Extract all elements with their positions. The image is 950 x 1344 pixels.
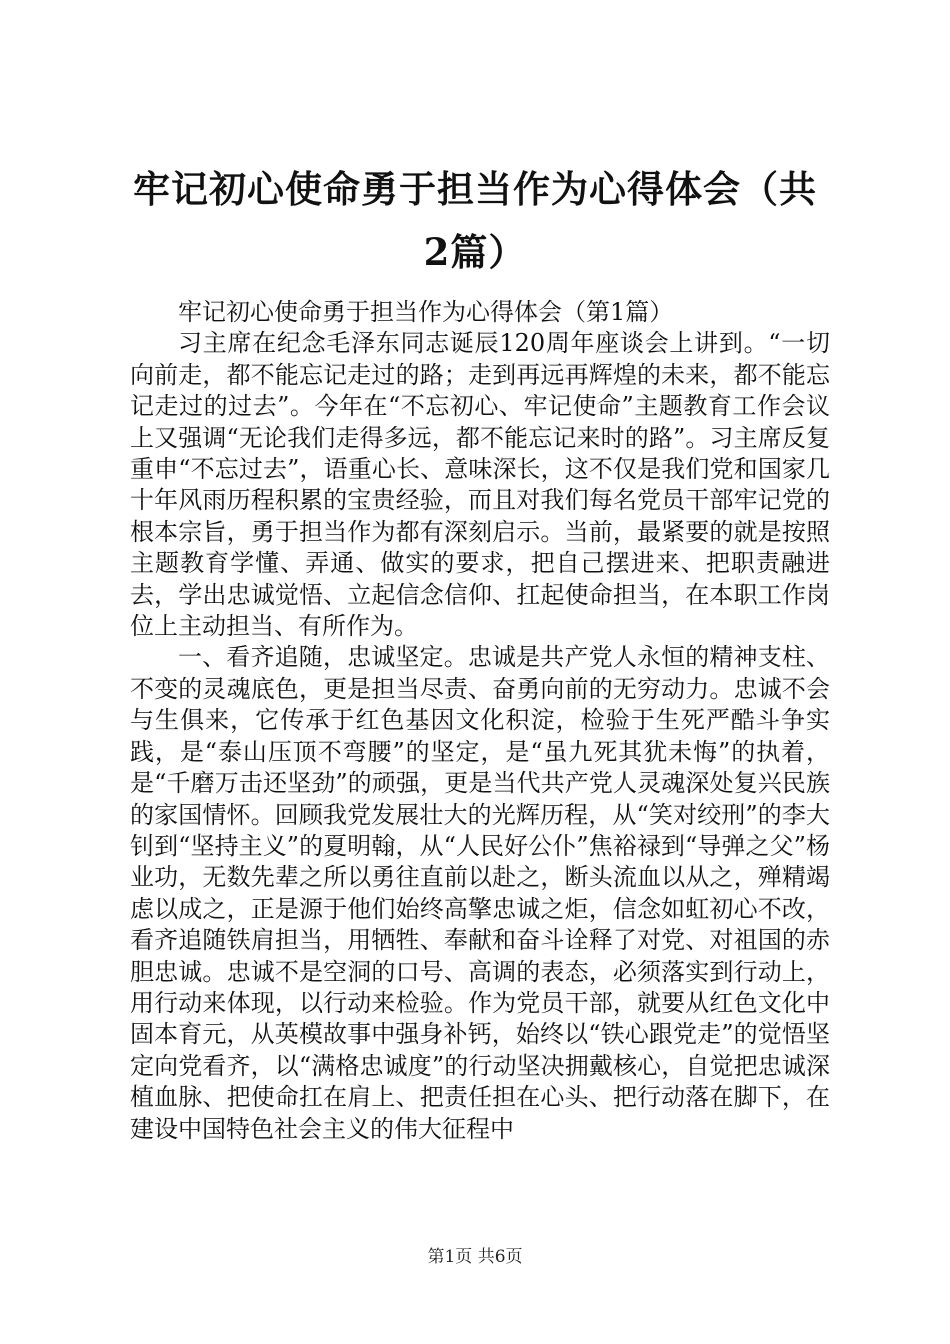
paragraph-2: 一、看齐追随，忠诚坚定。忠诚是共产党人永恒的精神支柱、不变的灵魂底色，更是担当尽责、奋勇向前的无穷动力。忠诚不会与生俱来，它传承于红色基因文化积淀，检验于生死严酷斗争实践，是“泰山压顶不弯腰”的坚定，是“虽九死其犹未悔”的执着，是“千磨万击还坚劲”的顽强，更是当代共产党人灵魂深处复兴民族的家国情怀。回顾我党发展壮大的光辉历程，从“笑对绞刑”的李大钊到“坚持主义”的夏明翰，从“人民好公仆”焦裕禄到“导弹之父”杨业功，无数先辈之所以勇往直前以赴之，断头流血以从之，殚精竭虑以成之，正是源于他们始终高擎忠诚之炬，信念如虹初心不改，看齐追随铁肩担当，用牺牲、奉献和奋斗诠释了对党、对祖国的赤胆忠诚。忠诚不是空洞的口号、高调的表态，必须落实到行动上，用行动来体现，以行动来检验。作为党员干部，就要从红色文化中固本育元，从英模故事中强身补钙，始终以“铁心跟党走”的觉悟坚定向党看齐，以“满格忠诚度”的行动坚决拥戴核心，自觉把忠诚深植血脉、把使命扛在肩上、把责任担在心头、把行动落在脚下，在建设中国特色社会主义的伟大征程中 — [130, 643, 830, 1143]
document-body — [130, 297, 830, 1145]
document-title: 牢记初心使命勇于担当作为心得体会（共2篇） — [133, 167, 817, 274]
article-subtitle: 牢记初心使命勇于担当作为心得体会（第1篇） — [178, 298, 674, 326]
paragraph-1: 习主席在纪念毛泽东同志诞辰120周年座谈会上讲到。“一切向前走，都不能忘记走过的路；走到再远再辉煌的未来，都不能忘记走过的过去”。今年在“不忘初心、牢记使命”主题教育工作会议上又强调“无论我们走得多远，都不能忘记来时的路”。习主席反复重申“不忘过去”，语重心长、意味深长，这不仅是我们党和国家几十年风雨历程积累的宝贵经验，而且对我们每名党员干部牢记党的根本宗旨，勇于担当作为都有深刻启示。当前，最紧要的就是按照主题教育学懂、弄通、做实的要求，把自己摆进来、把职责融进去，学出忠诚觉悟、立起信念信仰、扛起使命担当，在本职工作岗位上主动担当、有所作为。 — [130, 329, 830, 641]
page-number: 第1页 共6页 — [427, 1247, 523, 1267]
